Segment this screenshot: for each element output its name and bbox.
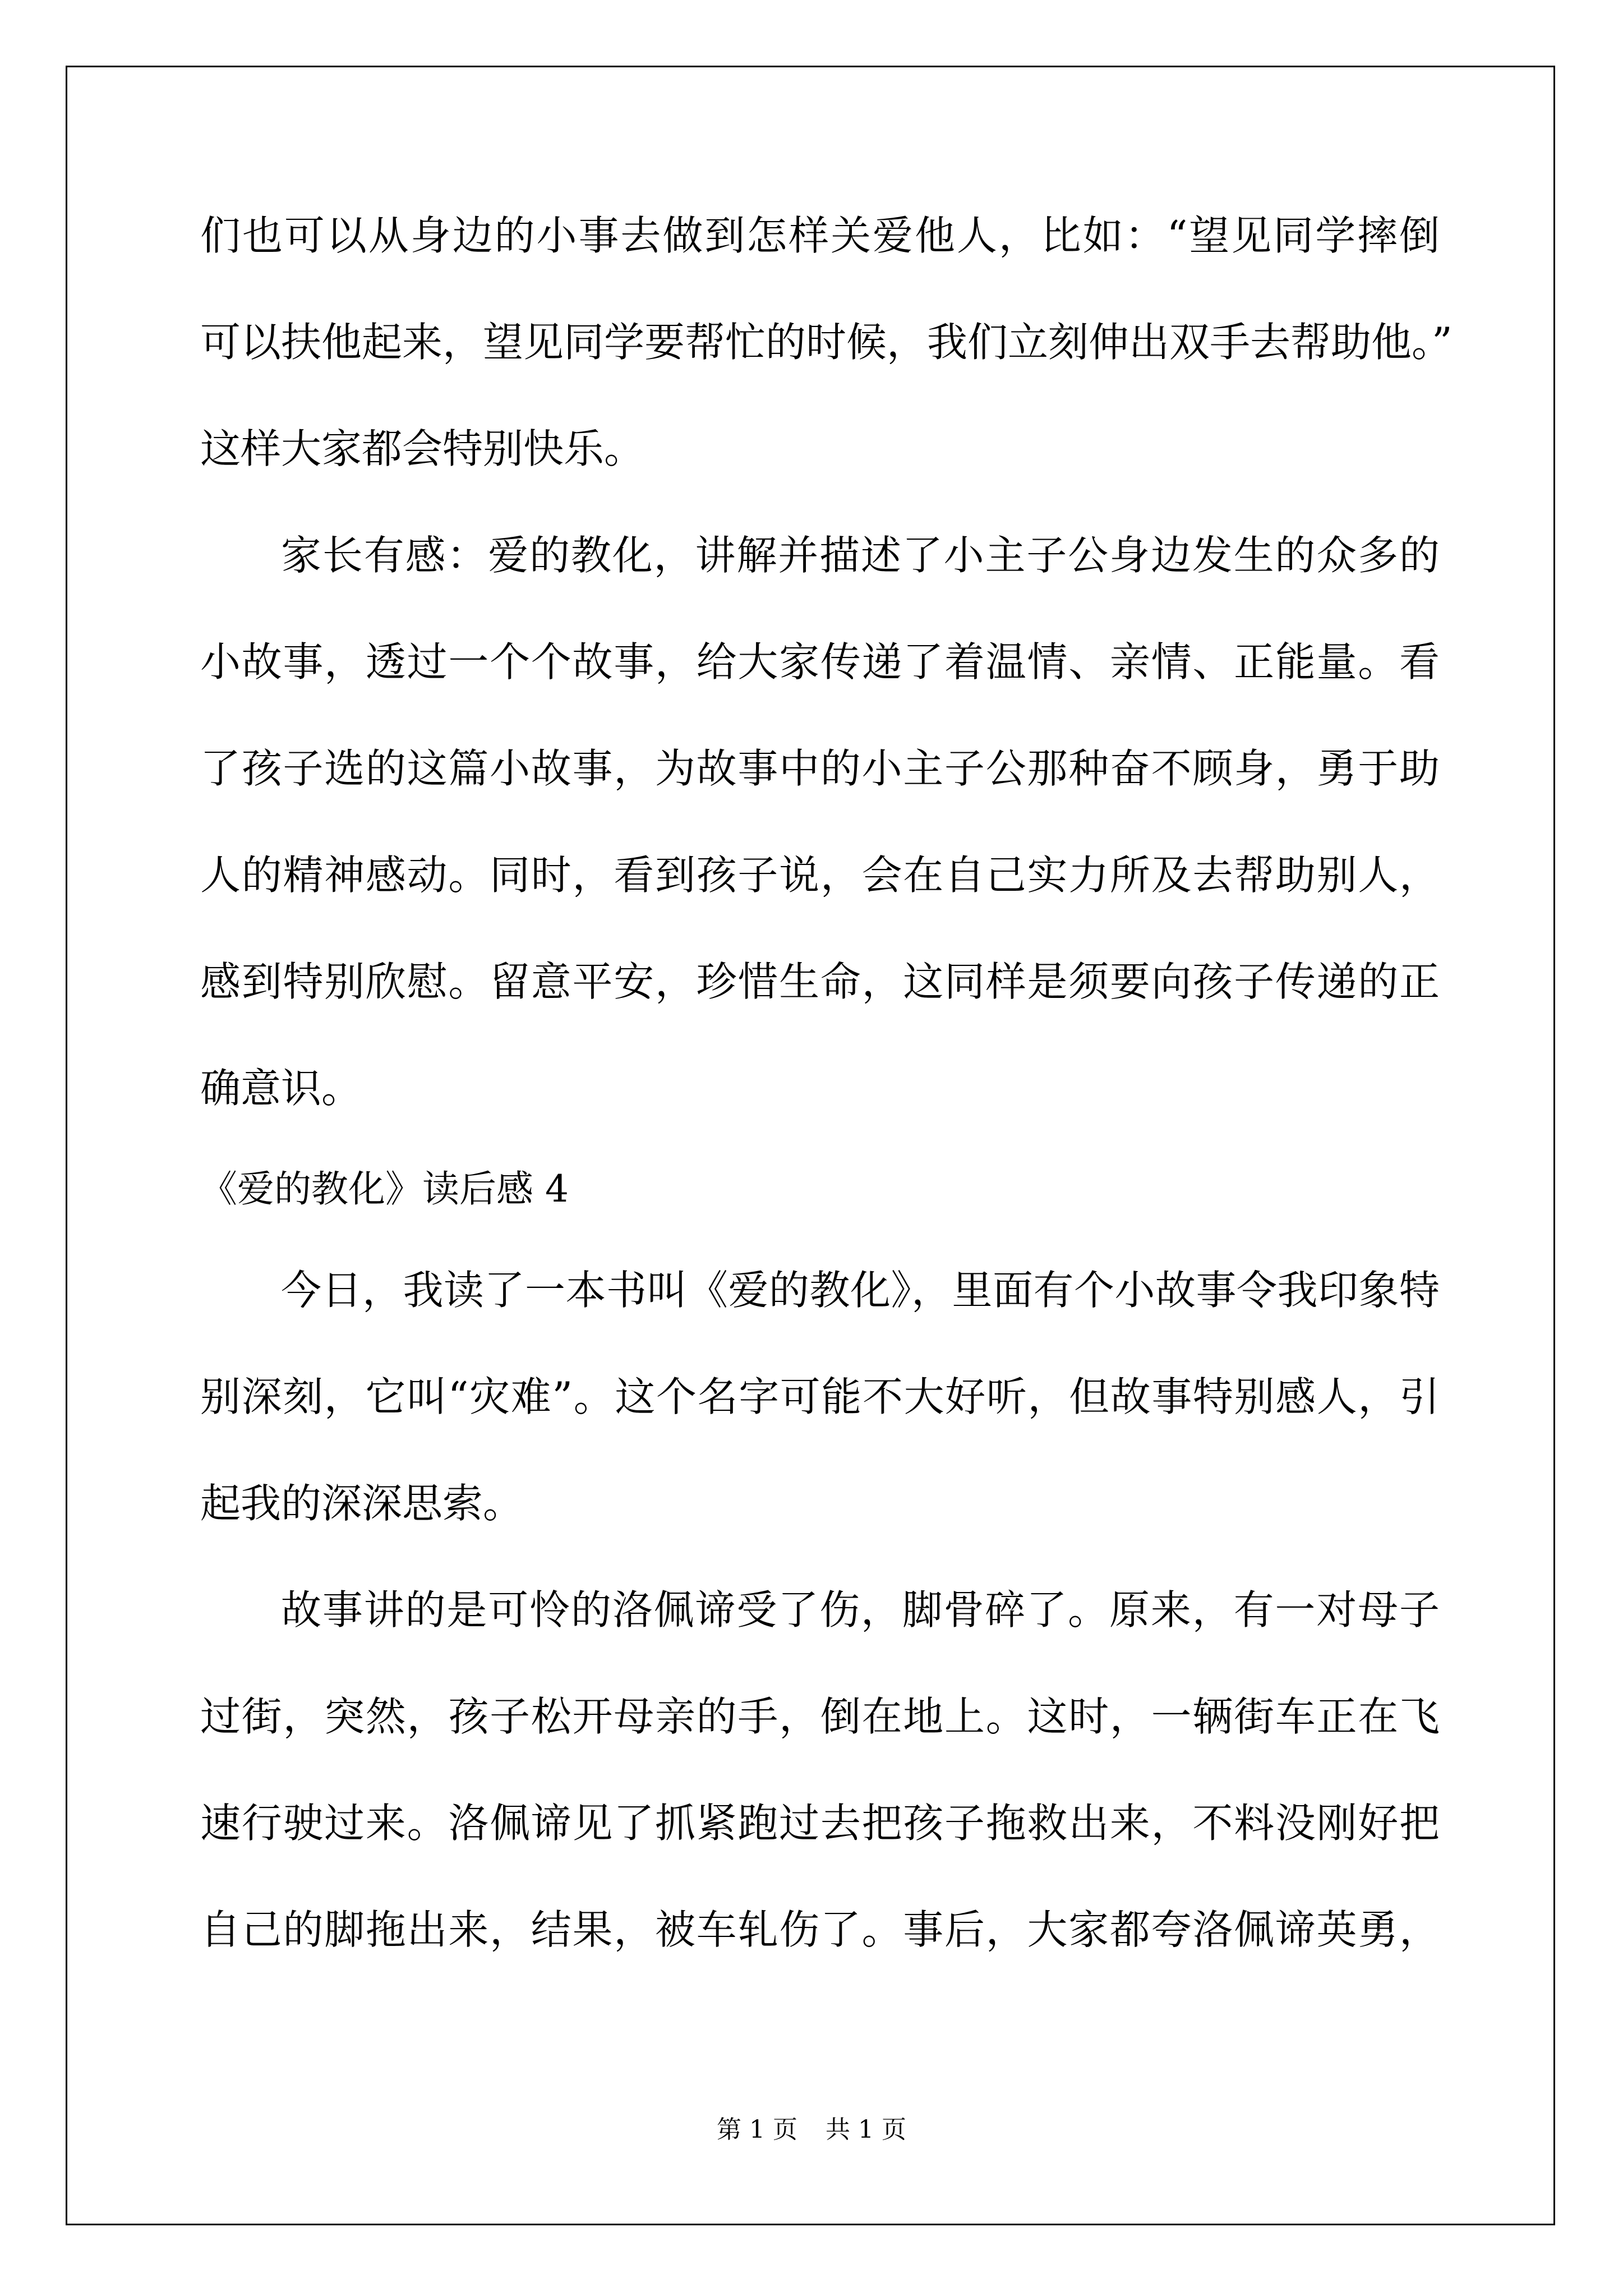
page-footer (0, 2109, 1623, 2145)
page-number: 第 1 页 (717, 2115, 797, 2144)
paragraph-line: 家长有感：爱的教化，讲解并描述了小主子公身边发生的众多的 (281, 532, 1440, 579)
paragraph-line: 别深刻，它叫“灾难”。这个名字可能不大好听，但故事特别感人，引 (200, 1373, 1440, 1420)
paragraph-line: 确意识。 (200, 1065, 362, 1112)
paragraph-line: 自己的脚拖出来，结果，被车轧伤了。事后，大家都夸洛佩谛英勇， (200, 1906, 1440, 1953)
paragraph-line: 们也可以从身边的小事去做到怎样关爱他人，比如：“望见同学摔倒 (200, 212, 1440, 259)
paragraph-line: 感到特别欣慰。留意平安，珍惜生命，这同样是须要向孩子传递的正 (200, 958, 1440, 1005)
paragraph-line: 过街，突然，孩子松开母亲的手，倒在地上。这时，一辆街车正在飞 (200, 1693, 1440, 1740)
paragraph-line: 这样大家都会特别快乐。 (200, 425, 645, 472)
paragraph-line: 速行驶过来。洛佩谛见了抓紧跑过去把孩子拖救出来，不料没刚好把 (200, 1800, 1440, 1847)
paragraph-line: 人的精神感动。同时，看到孩子说，会在自己实力所及去帮助别人， (200, 852, 1440, 899)
paragraph-line: 起我的深深思索。 (200, 1480, 524, 1527)
paragraph-line: 故事讲的是可怜的洛佩谛受了伤，脚骨碎了。原来，有一对母子 (281, 1586, 1440, 1634)
paragraph-line: 今日，我读了一本书叫《爱的教化》，里面有个小故事令我印象特 (281, 1267, 1440, 1314)
section-heading: 《爱的教化》读后感 4 (200, 1167, 569, 1211)
page-total: 共 1 页 (826, 2115, 906, 2144)
paragraph-line: 可以扶他起来，望见同学要帮忙的时候，我们立刻伸出双手去帮助他。” (200, 319, 1453, 366)
paragraph-line: 了孩子选的这篇小故事，为故事中的小主子公那种奋不顾身，勇于助 (200, 745, 1440, 792)
paragraph-line: 小故事，透过一个个故事，给大家传递了着温情、亲情、正能量。看 (200, 638, 1440, 685)
